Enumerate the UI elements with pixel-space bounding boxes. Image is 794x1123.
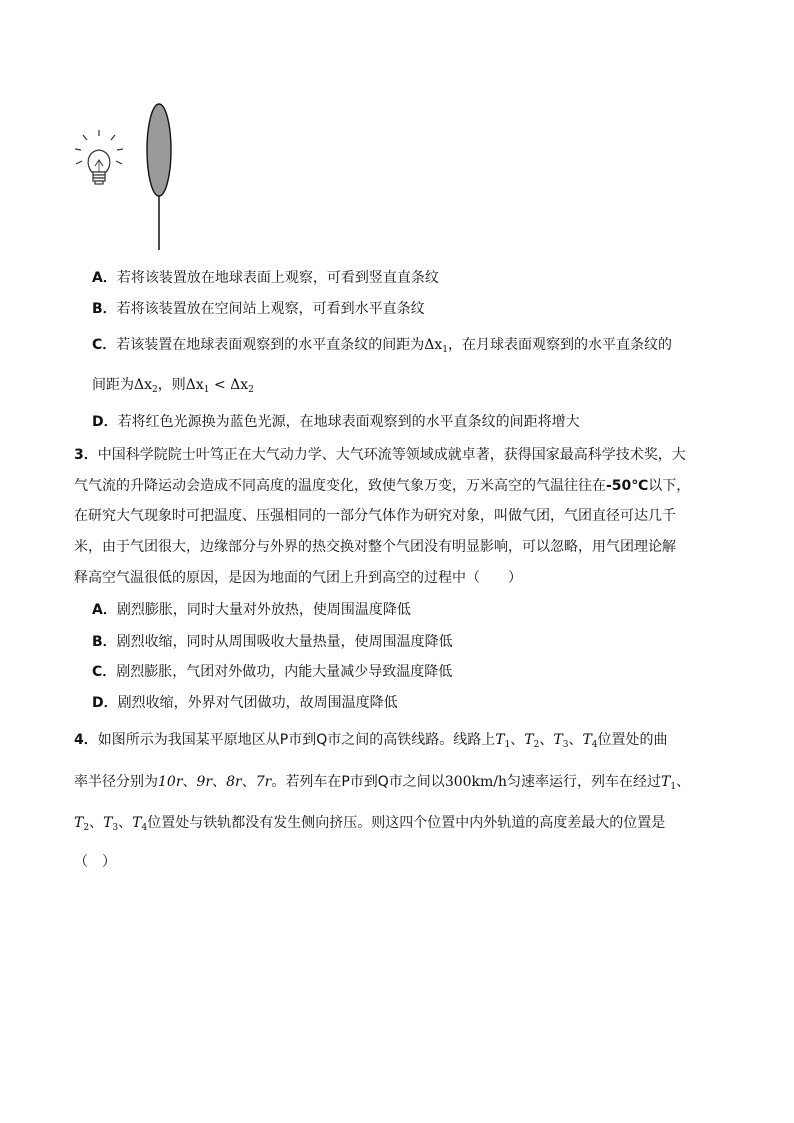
speed-value: 300km/h (444, 774, 508, 790)
radius-4: 7r (255, 774, 272, 790)
q4-answer-blank: （ ） (74, 854, 116, 870)
delta-x1: $\Delta x_1$ (424, 337, 449, 355)
q4-line1: 4．如图所示为我国某平原地区从P市到Q市之间的高铁线路。线路上$T_1$、$T_2$、$T_3$、$T_4$位置处的曲 (74, 732, 668, 750)
q2-option-c-line1 (92, 335, 672, 355)
delta-x2: $\Delta x_2$ (134, 377, 158, 395)
option-label: D． (92, 414, 118, 430)
t3: $T_3$ (553, 732, 569, 750)
option-text: 间距为 (92, 377, 134, 393)
option-text: ，在月球表面观察到的水平直条纹的 (448, 337, 673, 353)
t4: $T_4$ (132, 815, 148, 833)
radius-3: 8r (226, 774, 242, 790)
q2-option-a (92, 268, 439, 288)
experiment-figure (68, 100, 188, 255)
option-text: 剧烈收缩，同时从周围吸收大量热量，使周围温度降低 (116, 634, 453, 650)
t1: $T_1$ (495, 732, 511, 750)
temperature-value: -50℃ (606, 478, 649, 494)
q3-option-c (92, 662, 452, 682)
q4-line2: 率半径分别为10r、9r、8r、7r。若列车在P市到Q市之间以300km/h匀速率运行，列车在经过$T_1$、 (74, 774, 691, 792)
q2-option-b (92, 299, 425, 319)
option-label: A． (92, 270, 117, 286)
question-number: 3． (74, 447, 98, 463)
q4-line3: $T_2$、$T_3$、$T_4$位置处与铁轨都没有发生侧向挤压。则这四个位置中内外轨道的高度差最大的位置是 (74, 815, 666, 833)
t2: $T_2$ (74, 815, 90, 833)
soap-film-frame (147, 104, 171, 250)
option-label: A． (92, 602, 117, 618)
option-label: C． (92, 664, 117, 680)
option-label: D． (92, 695, 118, 711)
q3-option-b (92, 632, 453, 652)
option-text: 剧烈膨胀，同时大量对外放热，使周围温度降低 (116, 602, 411, 618)
q3-line5: 释高空气温很低的原因，是因为地面的气团上升到高空的过程中（ ） (74, 570, 522, 586)
q2-option-c-line2 (92, 375, 254, 395)
q2-option-d (92, 412, 580, 432)
option-label: B． (92, 301, 117, 317)
t3: $T_3$ (103, 815, 119, 833)
light-bulb-icon (75, 130, 123, 184)
q3-line4: 米，由于气团很大，边缘部分与外界的热交换对整个气团没有明显影响，可以忽略，用气团理论解 (74, 539, 676, 555)
radius-2: 9r (196, 774, 213, 790)
t2: $T_2$ (524, 732, 540, 750)
q3-line1: 3．中国科学院院士叶笃正在大气动力学、大气环流等领域成就卓著，获得国家最高科学技术奖，大 (74, 447, 686, 463)
comparison: $\Delta x_1 < \Delta x_2$ (185, 377, 254, 395)
option-label: B． (92, 634, 117, 650)
option-text: 若将该装置放在空间站上观察，可看到水平直条纹 (116, 301, 425, 317)
option-text: 若将红色光源换为蓝色光源，在地球表面观察到的水平直条纹的间距将增大 (117, 414, 580, 430)
option-text: 若该装置在地球表面观察到的水平直条纹的间距为 (116, 337, 425, 353)
option-text: ，则 (157, 377, 186, 393)
radius-1: 10r (158, 774, 183, 790)
option-text: 若将该装置放在地球表面上观察，可看到竖直直条纹 (116, 270, 439, 286)
q3-option-a (92, 600, 411, 620)
q3-line3: 在研究大气现象时可把温度、压强相同的一部分气体作为研究对象，叫做气团，气团直径可达几千 (74, 508, 676, 524)
t1: $T_1$ (661, 774, 677, 792)
option-text: 剧烈膨胀，气团对外做功，内能大量减少导致温度降低 (116, 664, 453, 680)
question-number: 4． (74, 732, 98, 748)
q3-option-d (92, 693, 398, 713)
t4: $T_4$ (582, 732, 598, 750)
q3-line2: 气气流的升降运动会造成不同高度的温度变化，致使气象万变，万米高空的气温往往在-50℃以下， (74, 478, 691, 494)
option-text: 剧烈收缩，外界对气团做功，故周围温度降低 (117, 695, 398, 711)
option-label: C． (92, 337, 117, 353)
